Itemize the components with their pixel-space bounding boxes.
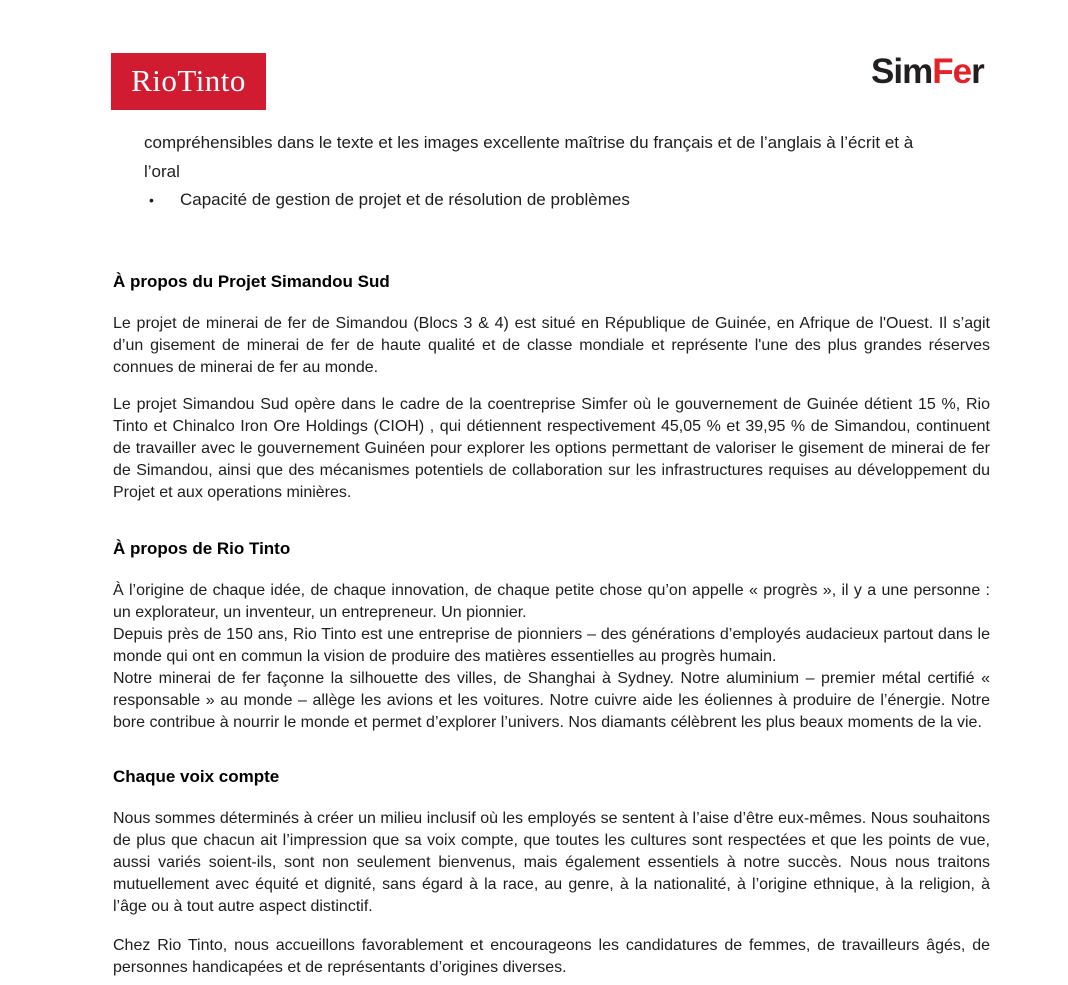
heading-chaque-voix-compte: Chaque voix compte [113,767,280,786]
intro-continuation-text [144,128,990,186]
rio-tinto-paragraph-line-2: Depuis près de 150 ans, Rio Tinto est une entreprise de pionniers – des générations d’employés audacieux partout dans le monde qui ont en commun la vision de produire des matières essentielles au progrès humain. [113,626,990,665]
rio-tinto-logo-text: RioTinto [131,62,246,98]
paragraph-rio-tinto [113,580,990,734]
intro-line-1: compréhensibles dans le texte et les images excellente maîtrise du français et de l’anglais à l’écrit et à [144,133,914,152]
heading-a-propos-rio-tinto: À propos de Rio Tinto [113,539,291,558]
paragraph-voix-2: Chez Rio Tinto, nous accueillons favorablement et encourageons les candidatures de femmes, de travailleurs âgés, de personnes handicapées et de représentants d’origines diverses. [113,937,990,976]
rio-tinto-paragraph-line-3: Notre minerai de fer façonne la silhouette des villes, de Shanghai à Sydney. Notre aluminium – premier métal certifié « responsable » au monde – allège les avions et les voitures. Notre cuivre aide les éoliennes à produire de l’énergie. Notre bore contribue à nourrir le monde et permet d’explorer l’univers. Nos diamants célèbrent les plus beaux moments de la vie. [113,670,990,731]
intro-line-2: l’oral [144,162,180,181]
bullet-icon: • [149,192,154,208]
paragraph-simandou-2: Le projet Simandou Sud opère dans le cadre de la coentreprise Simfer où le gouvernement de Guinée détient 15 %, Rio Tinto et Chinalco Iron Ore Holdings (CIOH) , qui détiennent respectivement 45,05 % et 39,95 % de Simandou, continuent de travailler avec le gouvernement Guinéen pour explorer les options permettant de valoriser le gisement de minerai de fer de Simandou, ainsi que des mécanismes potentiels de collaboration sur les infrastructures requises au développement du Projet et aux operations minières. [113,396,990,501]
simfer-logo-text-dark-1: Sim [871,52,933,91]
paragraph-voix-1: Nous sommes déterminés à créer un milieu inclusif où les employés se sentent à l’aise d’être eux-mêmes. Nous souhaitons de plus que chacun ait l’impression que sa voix compte, que toutes les cultures sont respectées et que les points de vue, aussi variés soient-ils, sont non seulement bienvenus, mais également essentiels à notre succès. Nous nous traitons mutuellement avec équité et dignité, sans égard à la race, au genre, à la nationalité, à l’origine ethnique, à la religion, à l’âge ou à tout autre aspect distinctif. [113,810,990,915]
simfer-logo-text-dark-2: r [971,52,984,91]
bullet-item-text: Capacité de gestion de projet et de résolution de problèmes [180,190,630,209]
simfer-logo-text-red: Fe [932,52,972,91]
heading-projet-simandou-sud: À propos du Projet Simandou Sud [113,272,390,291]
simfer-logo [871,52,984,92]
rio-tinto-paragraph-line-1: À l’origine de chaque idée, de chaque innovation, de chaque petite chose qu’on appelle « progrès », il y a une personne : un explorateur, un inventeur, un entrepreneur. Un pionnier. [113,582,990,621]
paragraph-simandou-1: Le projet de minerai de fer de Simandou (Blocs 3 & 4) est situé en République de Guinée, en Afrique de l'Ouest. Il s’agit d’un gisement de minerai de fer de haute qualité et de classe mondiale et représente l'une des plus grandes réserves connues de minerai de fer au monde. [113,315,990,376]
bullet-list-item [149,188,989,212]
rio-tinto-logo [111,53,266,110]
